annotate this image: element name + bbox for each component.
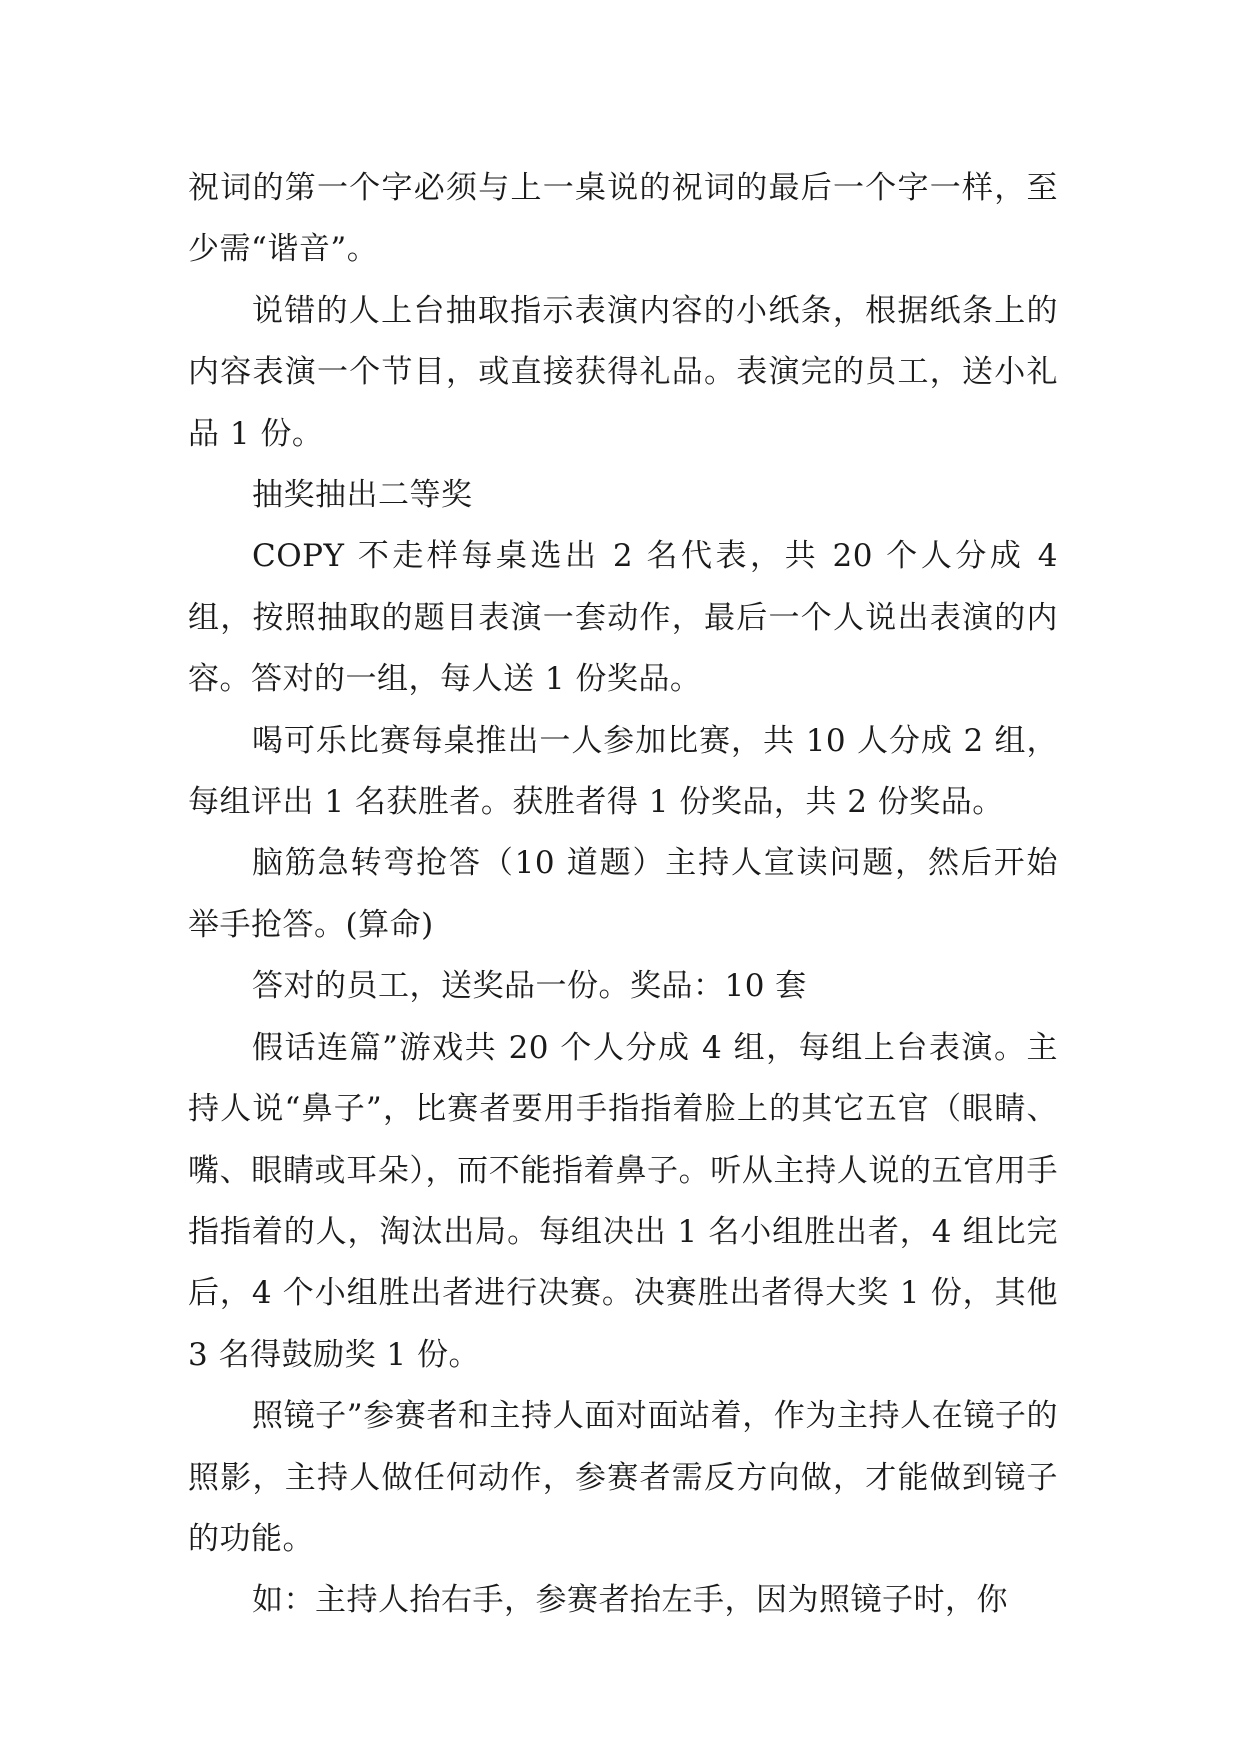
document-body [188,158,1058,1632]
paragraph-cola-contest: 喝可乐比赛每桌推出一人参加比赛，共 10 人分成 2 组，每组评出 1 名获胜者。获胜者得 1 份奖品，共 2 份奖品。 [188,722,1058,821]
paragraph-mirror-example: 如：主持人抬右手，参赛者抬左手，因为照镜子时，你 [252,1582,1008,1619]
paragraph-wrong-answer-penalty: 说错的人上台抽取指示表演内容的小纸条，根据纸条上的内容表演一个节目，或直接获得礼品。表演完的员工，送小礼品 1 份。 [188,292,1058,452]
paragraph-brain-teaser-prize: 答对的员工，送奖品一份。奖品：10 套 [252,968,807,1005]
paragraph-brain-teaser: 脑筋急转弯抢答（10 道题）主持人宣读问题，然后开始举手抢答。(算命) [188,845,1058,943]
paragraph-continuation: 祝词的第一个字必须与上一桌说的祝词的最后一个字一样，至少需“谐音”。 [188,170,1058,268]
paragraph-second-prize-draw: 抽奖抽出二等奖 [252,477,473,514]
paragraph-false-words-game: 假话连篇”游戏共 20 个人分成 4 组，每组上台表演。主持人说“鼻子”，比赛者要用手指指着脸上的其它五官（眼睛、嘴、眼睛或耳朵），而不能指着鼻子。听从主持人说的五官用手指指着的人，淘汰出局。每组决出 1 名小组胜出者，4 组比完后，4 个小组胜出者进行决赛。决赛胜出者得大奖 1 份，其他 3 名得鼓励奖 1 份。 [188,1029,1058,1373]
paragraph-mirror-game: 照镜子”参赛者和主持人面对面站着，作为主持人在镜子的照影，主持人做任何动作，参赛者需反方向做，才能做到镜子的功能。 [188,1398,1058,1557]
paragraph-copy-game: COPY 不走样每桌选出 2 名代表，共 20 个人分成 4 组，按照抽取的题目表演一套动作，最后一个人说出表演的内容。答对的一组，每人送 1 份奖品。 [188,538,1058,698]
